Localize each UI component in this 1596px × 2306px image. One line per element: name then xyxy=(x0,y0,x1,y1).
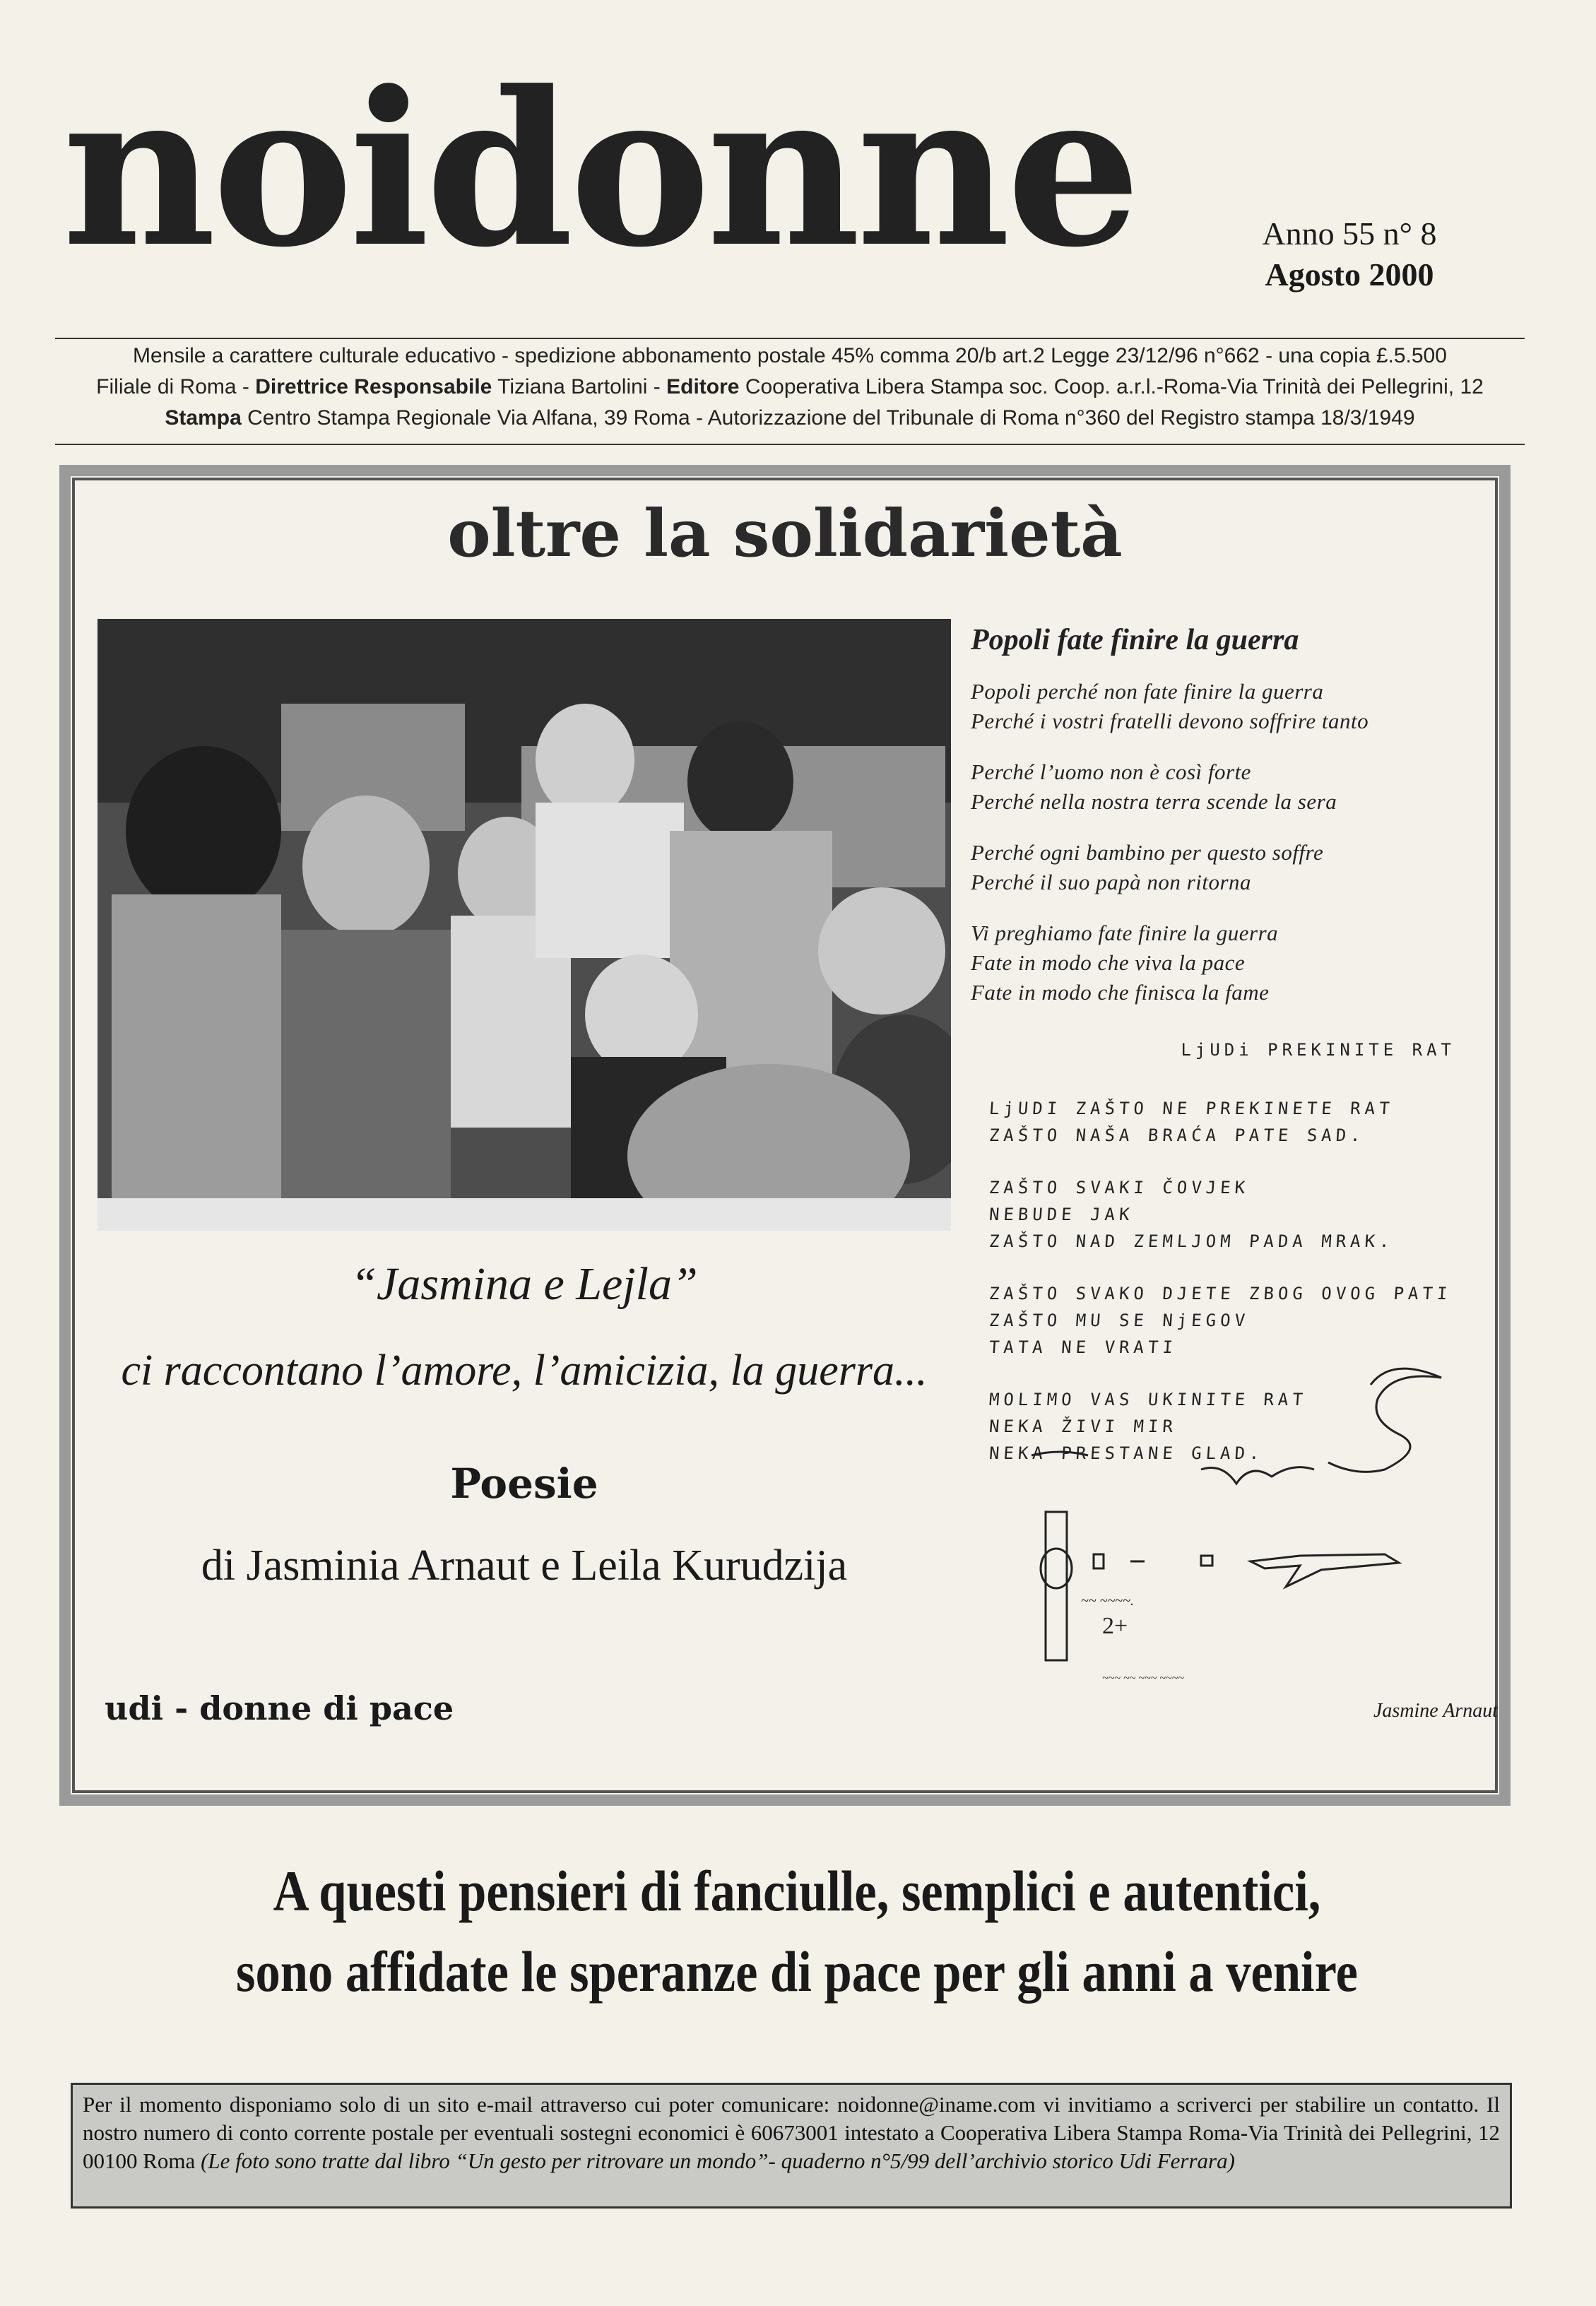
handwritten-line: ZAŠTO NAD ZEMLJOM PADA MRAK. xyxy=(988,1231,1395,1251)
child-drawing xyxy=(989,1356,1484,1703)
poem-line: Perché l’uomo non è così forte xyxy=(971,759,1251,784)
handwritten-line: NEKA ŽIVI MIR xyxy=(988,1417,1178,1436)
top-rule xyxy=(55,338,1525,339)
svg-text:~~ ~~~~.: ~~ ~~~~. xyxy=(1081,1593,1134,1609)
issue-date: Agosto 2000 xyxy=(1265,256,1434,292)
issue-number: Anno 55 n° 8 xyxy=(1262,215,1437,252)
handwritten-line: LjUDI ZAŠTO NE PREKINETE RAT xyxy=(988,1099,1395,1118)
info-line-2: Filiale di Roma - Direttrice Responsabile Tiziana Bartolini - Editore Cooperativa Libera Stampa soc. Coop. a.r.l.-Roma-Via Trinità dei Pellegrini, 12 xyxy=(96,375,1484,398)
handwritten-line: NEKA PRESTANE GLAD. xyxy=(988,1443,1265,1463)
caption-title: “Jasmina e Lejla” xyxy=(350,1258,698,1310)
notice-photo-credit: (Le foto sono tratte dal libro “Un gesto per ritrovare un mondo”- quaderno n°5/99 dell’archivio storico Udi Ferrara) xyxy=(201,2148,1235,2173)
poem-line: Perché il suo papà non ritorna xyxy=(971,870,1252,894)
svg-text:~~~ ~~ ~~~ ~~~~: ~~~ ~~ ~~~ ~~~~ xyxy=(1102,1672,1184,1684)
handwritten-title: LjUDi PREKINITE RAT xyxy=(1181,1040,1455,1060)
poem-stanza xyxy=(971,677,1494,736)
handwritten-line: MOLIMO VAS UKINITE RAT xyxy=(988,1390,1308,1409)
poems-label: Poesie xyxy=(450,1460,598,1508)
handwritten-stanza xyxy=(989,1095,1484,1149)
issue-info xyxy=(1201,213,1498,295)
handwritten-stanza xyxy=(989,1280,1484,1361)
poems-authors: di Jasminia Arnaut e Leila Kurudzija xyxy=(201,1542,848,1590)
info-line-1: Mensile a carattere culturale educativo - spedizione abbonamento postale 45% comma 20/b art.2 Legge 23/12/96 n°662 - una copia £.5.500 xyxy=(133,344,1447,367)
handwritten-line: NEBUDE JAK xyxy=(988,1205,1135,1224)
svg-text:2+: 2+ xyxy=(1102,1613,1128,1639)
contact-notice xyxy=(71,2083,1512,2209)
poem-title: Popoli fate finire la guerra xyxy=(971,624,1299,656)
headline-line-2: sono affidate le speranze di pace per gli anni a venire xyxy=(236,1939,1358,2004)
poem-stanza xyxy=(971,838,1494,897)
children-photo xyxy=(97,619,951,1231)
poem-line: Popoli perché non fate finire la guerra xyxy=(971,679,1324,704)
poem-line: Fate in modo che viva la pace xyxy=(971,950,1246,975)
poem-line: Fate in modo che finisca la fame xyxy=(971,980,1270,1005)
poem-line: Perché nella nostra terra scende la sera xyxy=(971,789,1337,814)
headline-line-1: A questi pensieri di fanciulle, semplici e autentici, xyxy=(273,1859,1321,1923)
organization-name: udi - donne di pace xyxy=(105,1689,454,1727)
poem-line: Perché ogni bambino per questo soffre xyxy=(971,840,1324,865)
bottom-rule xyxy=(55,444,1525,445)
publication-info xyxy=(55,341,1525,434)
poem-line: Perché i vostri fratelli devono soffrire tanto xyxy=(971,709,1369,733)
poem xyxy=(971,619,1494,1029)
notice-text: Per il momento disponiamo solo di un sito e-mail attraverso cui poter comunicare: noidonne@iname.com vi invitiamo a scriverci per stabilire un contatto. Il nostro numero di conto corrente postale per eventuali sostegni economici è 60673001 intestato a Cooperativa Libera Stampa Roma-Via Trinità dei Pellegrini, 12 00100 Roma xyxy=(83,2092,1500,2173)
handwritten-line: ZAŠTO NAŠA BRAĆA PATE SAD. xyxy=(988,1125,1366,1145)
handwritten-line: ZAŠTO SVAKO DJETE ZBOG OVOG PATI xyxy=(988,1284,1453,1303)
caption-subtitle: ci raccontano l’amore, l’amicizia, la guerra... xyxy=(121,1347,928,1395)
poem-line: Vi preghiamo fate finire la guerra xyxy=(971,921,1279,945)
handwritten-line: ZAŠTO MU SE NjEGOV xyxy=(988,1311,1251,1330)
poem-signature: Jasmine Arnaut xyxy=(1373,1700,1498,1722)
poem-stanza xyxy=(971,918,1494,1007)
handwritten-line: TATA NE VRATI xyxy=(988,1337,1178,1357)
headline xyxy=(159,1851,1435,2012)
feature-title: oltre la solidarietà xyxy=(447,495,1123,572)
poem-stanza xyxy=(971,757,1494,817)
handwritten-stanza xyxy=(989,1174,1484,1255)
info-line-3: Stampa Centro Stampa Regionale Via Alfana, 39 Roma - Autorizzazione del Tribunale di Roma n°360 del Registro stampa 18/3/1949 xyxy=(165,406,1415,430)
masthead-title: noidonne xyxy=(62,45,1137,294)
handwritten-line: ZAŠTO SVAKI ČOVJEK xyxy=(988,1178,1251,1198)
